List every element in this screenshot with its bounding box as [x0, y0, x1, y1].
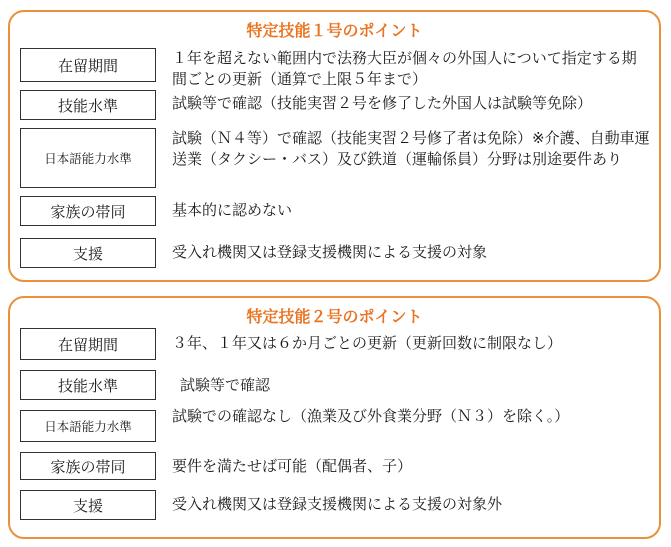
row-label: 技能水準 [20, 90, 156, 120]
row-label: 家族の帯同 [20, 452, 156, 480]
row-text: 試験（Ｎ４等）で確認（技能実習２号修了者は免除）※介護、自動車運送業（タクシー・バス）及び鉄道（運輸係員）分野は別途要件あり [172, 129, 650, 168]
row-label: 日本語能力水準 [20, 410, 156, 442]
row-label: 技能水準 [20, 370, 156, 400]
row-label: 家族の帯同 [20, 196, 156, 226]
row-label: 日本語能力水準 [20, 128, 156, 188]
panel-skill-2 [8, 296, 661, 539]
panel-title: 特定技能１号のポイント [246, 21, 423, 40]
row-label: 在留期間 [20, 48, 156, 82]
row-text: 受入れ機関又は登録支援機関による支援の対象外 [172, 495, 503, 513]
row-text: 基本的に認めない [172, 201, 293, 219]
row-label: 支援 [20, 490, 156, 520]
row-text: １年を超えない範囲内で法務大臣が個々の外国人について指定する期間ごとの更新（通算で上限５年まで） [172, 49, 637, 88]
row-text: ３年、１年又は６か月ごとの更新（更新回数に制限なし） [172, 334, 563, 352]
row-text: 要件を満たせば可能（配偶者、子） [172, 457, 413, 475]
row-text: 試験での確認なし（漁業及び外食業分野（Ｎ３）を除く。） [172, 407, 570, 425]
row-text: 受入れ機関又は登録支援機関による支援の対象 [172, 243, 488, 261]
row-label: 支援 [20, 238, 156, 268]
row-text: 試験等で確認 [180, 376, 271, 394]
row-label: 在留期間 [20, 328, 156, 360]
row-text: 試験等で確認（技能実習２号を修了した外国人は試験等免除） [172, 94, 593, 112]
panel-title: 特定技能２号のポイント [246, 307, 423, 326]
panel-skill-1 [8, 10, 661, 282]
